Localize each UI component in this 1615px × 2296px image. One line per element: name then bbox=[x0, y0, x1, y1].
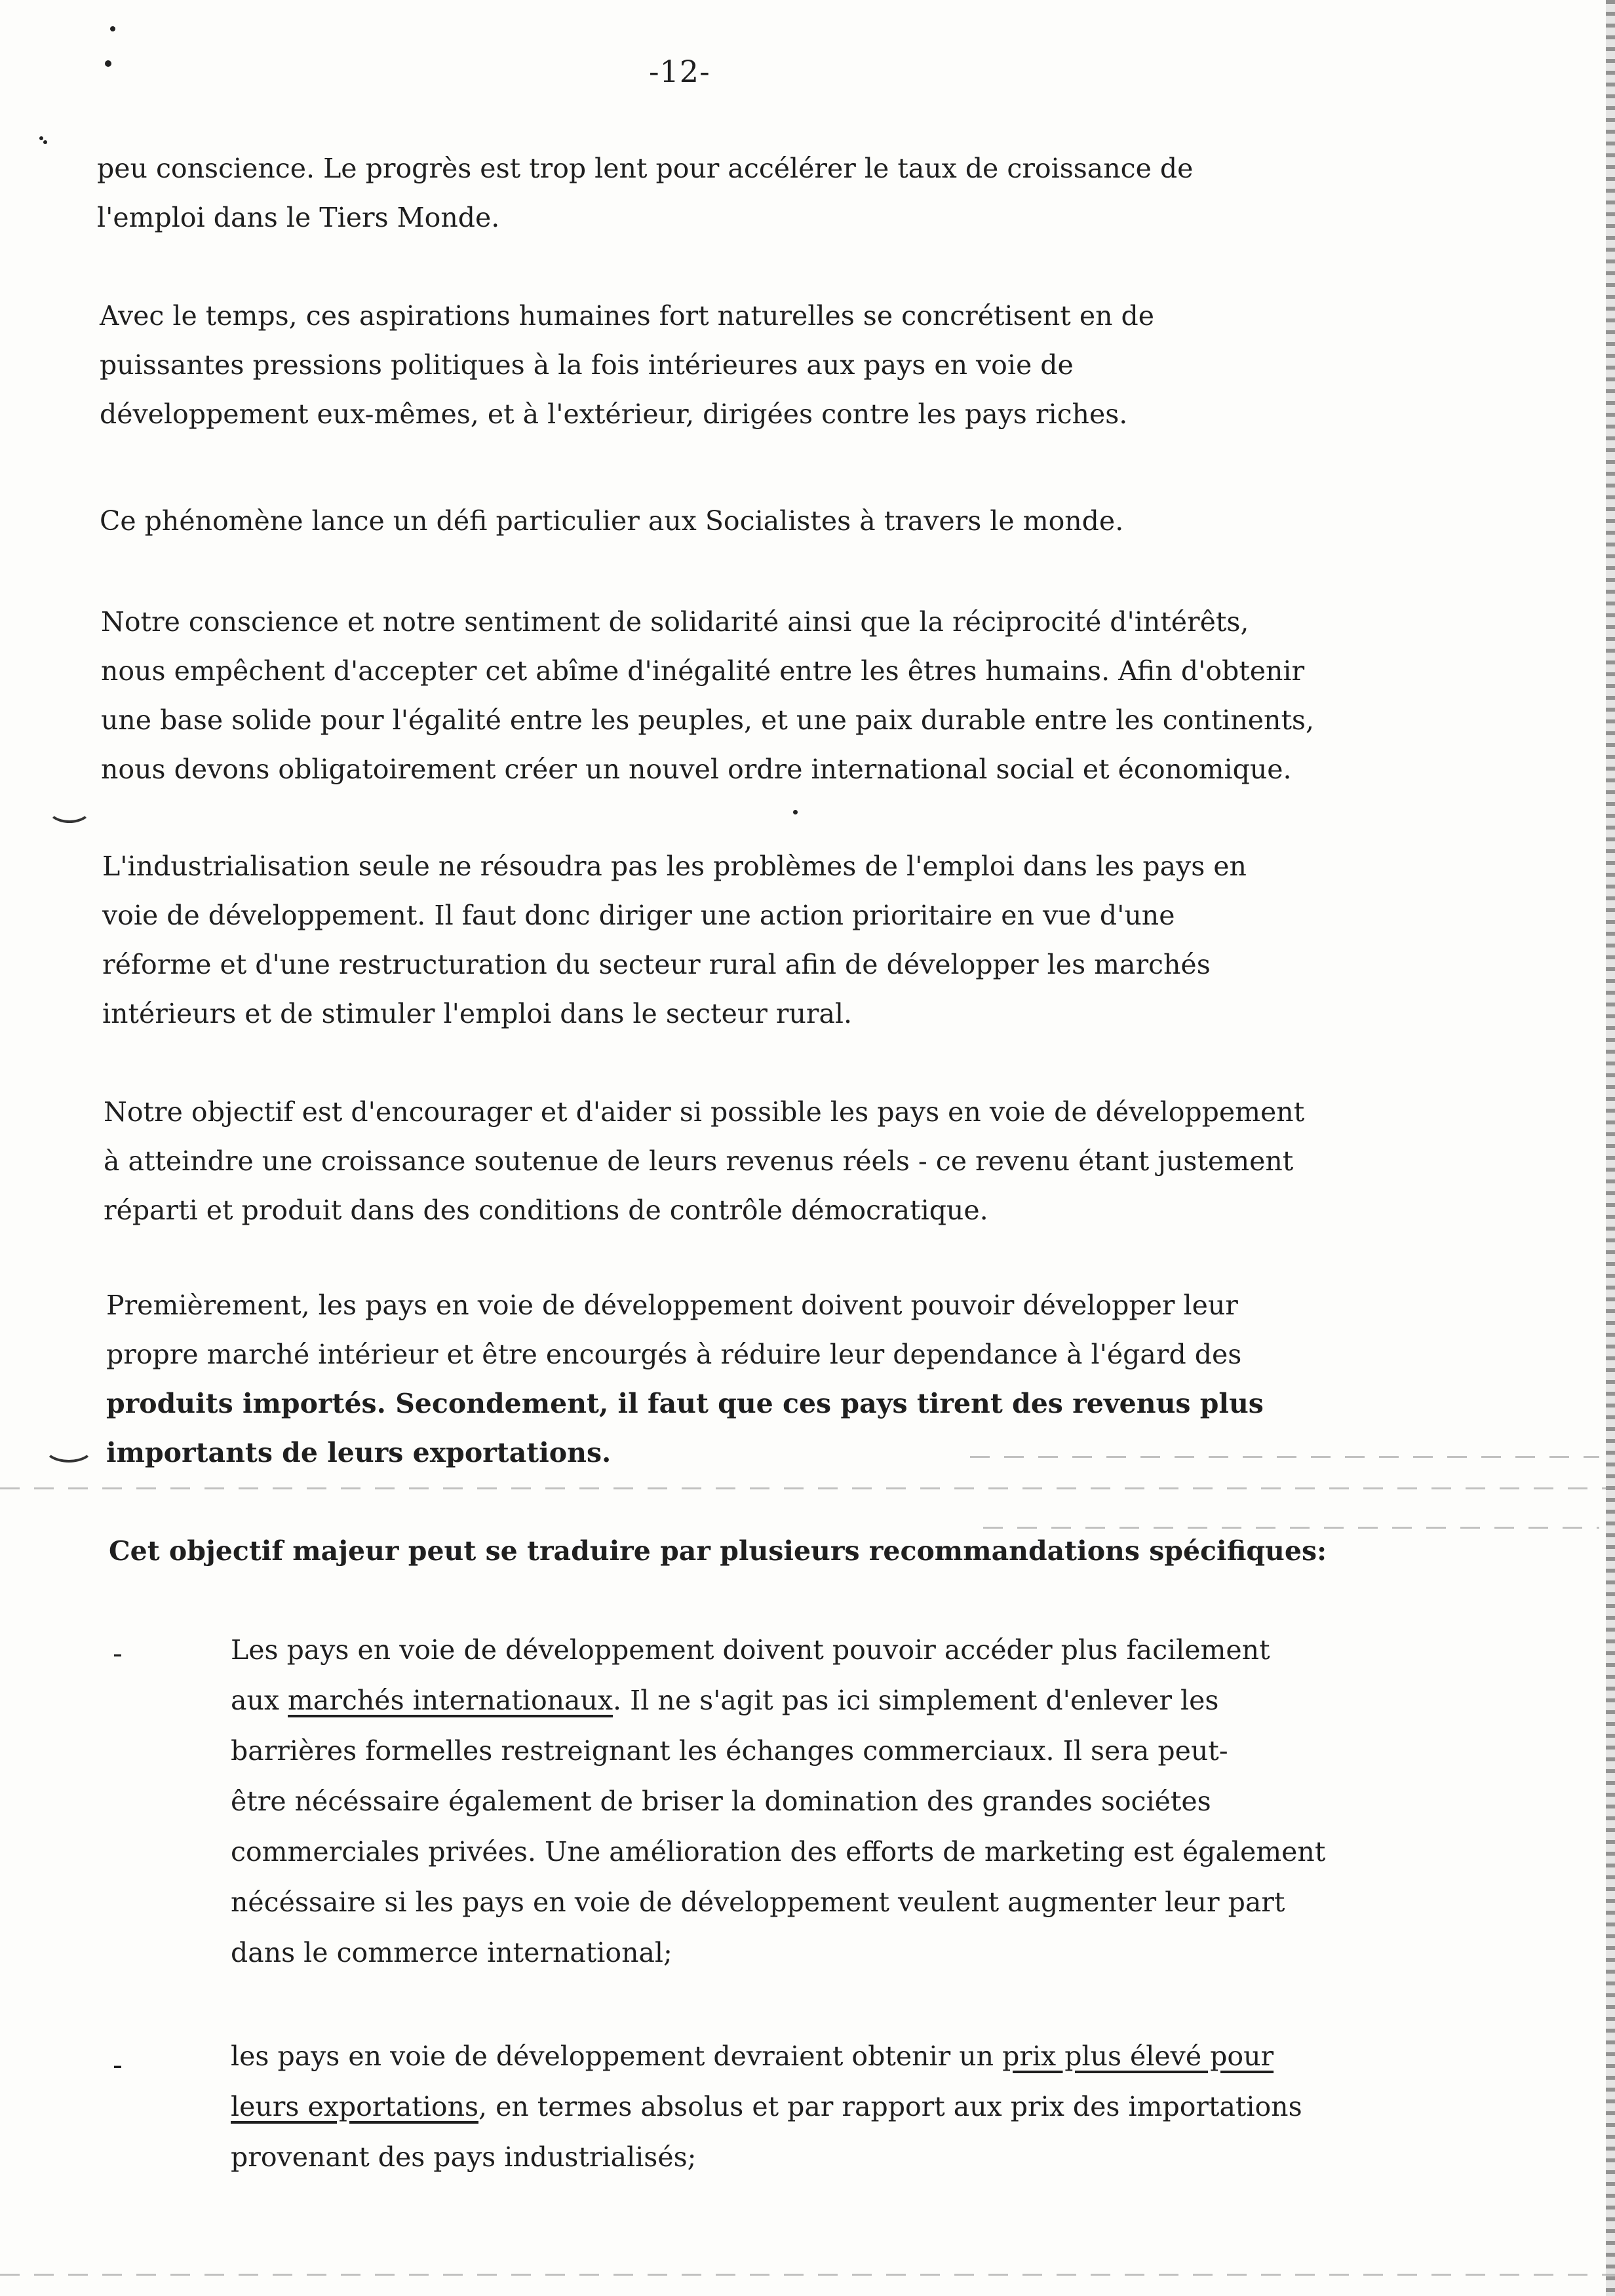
text-line: réforme et d'une restructuration du secteur rural afin de développer les marchés bbox=[102, 949, 1211, 980]
text-line: l'emploi dans le Tiers Monde. bbox=[97, 202, 500, 233]
text-line: nécéssaire si les pays en voie de développement veulent augmenter leur part bbox=[231, 1886, 1285, 1918]
text-line: commerciales privées. Une amélioration des efforts de marketing est également bbox=[231, 1836, 1326, 1867]
list-bullet-dash: - bbox=[113, 1637, 123, 1670]
paragraph-2 bbox=[100, 292, 1154, 439]
text-line: Cet objectif majeur peut se traduire par plusieurs recommandations spécifiques: bbox=[109, 1535, 1327, 1567]
scan-speck bbox=[793, 810, 798, 814]
paragraph-8 bbox=[109, 1527, 1327, 1576]
scan-noise-line bbox=[0, 1487, 1615, 1489]
text-line: importants de leurs exportations. bbox=[106, 1437, 612, 1468]
text-line: intérieurs et de stimuler l'emploi dans le secteur rural. bbox=[102, 998, 853, 1029]
text-line: Premièrement, les pays en voie de développement doivent pouvoir développer leur bbox=[106, 1290, 1238, 1321]
scan-speck bbox=[43, 140, 47, 144]
paragraph-5 bbox=[102, 842, 1247, 1039]
text-line: Avec le temps, ces aspirations humaines fort naturelles se concrétisent en de bbox=[100, 300, 1155, 332]
paragraph-7 bbox=[106, 1281, 1264, 1478]
text-line: voie de développement. Il faut donc diriger une action prioritaire en vue d'une bbox=[102, 900, 1175, 931]
text-line: aux marchés internationaux. Il ne s'agit pas ici simplement d'enlever les bbox=[231, 1685, 1219, 1716]
text-line: réparti et produit dans des conditions de contrôle démocratique. bbox=[104, 1195, 988, 1226]
text-line: Notre objectif est d'encourager et d'aider si possible les pays en voie de développement bbox=[104, 1096, 1305, 1128]
paragraph-6 bbox=[104, 1088, 1304, 1235]
text-line: Notre conscience et notre sentiment de solidarité ainsi que la réciprocité d'intérêts, bbox=[101, 606, 1249, 638]
list-bullet-dash: - bbox=[113, 2048, 123, 2082]
text-line: L'industrialisation seule ne résoudra pas les problèmes de l'emploi dans les pays en bbox=[102, 851, 1247, 882]
scan-noise-line bbox=[0, 2274, 1615, 2276]
scan-speck bbox=[105, 60, 111, 67]
text-line: une base solide pour l'égalité entre les peuples, et une paix durable entre les continents, bbox=[101, 704, 1315, 736]
text-line: propre marché intérieur et être encourgés à réduire leur dependance à l'égard des bbox=[106, 1339, 1242, 1370]
text-line: provenant des pays industrialisés; bbox=[231, 2141, 697, 2173]
scan-edge-artifact bbox=[1606, 0, 1615, 2296]
text-line: Les pays en voie de développement doivent pouvoir accéder plus facilement bbox=[231, 1634, 1270, 1666]
list-item bbox=[231, 1625, 1325, 1978]
text-line: à atteindre une croissance soutenue de leurs revenus réels - ce revenu étant justement bbox=[104, 1145, 1294, 1177]
text-line: peu conscience. Le progrès est trop lent pour accélérer le taux de croissance de bbox=[97, 153, 1194, 184]
text-line: nous devons obligatoirement créer un nouvel ordre international social et économique. bbox=[101, 754, 1292, 785]
text-line: développement eux-mêmes, et à l'extérieur, dirigées contre les pays riches. bbox=[100, 398, 1128, 430]
list-item bbox=[231, 2031, 1302, 2183]
margin-bracket-mark bbox=[47, 794, 92, 823]
paragraph-1 bbox=[97, 144, 1193, 242]
paragraph-4 bbox=[101, 598, 1314, 794]
text-line: Ce phénomène lance un défi particulier aux Socialistes à travers le monde. bbox=[100, 505, 1124, 537]
margin-bracket-mark bbox=[43, 1431, 94, 1463]
text-line: leurs exportations, en termes absolus et par rapport aux prix des importations bbox=[231, 2091, 1302, 2122]
scan-speck bbox=[39, 136, 43, 140]
text-line: les pays en voie de développement devraient obtenir un prix plus élevé pour bbox=[231, 2040, 1274, 2072]
text-line: puissantes pressions politiques à la fois intérieures aux pays en voie de bbox=[100, 349, 1074, 381]
text-line: dans le commerce international; bbox=[231, 1937, 672, 1968]
text-line: nous empêchent d'accepter cet abîme d'inégalité entre les êtres humains. Afin d'obtenir bbox=[101, 655, 1305, 687]
page-number: -12- bbox=[649, 54, 710, 89]
text-line: barrières formelles restreignant les échanges commerciaux. Il sera peut- bbox=[231, 1735, 1228, 1767]
text-line: produits importés. Secondement, il faut que ces pays tirent des revenus plus bbox=[106, 1388, 1264, 1419]
paragraph-3 bbox=[100, 497, 1123, 546]
scan-speck bbox=[110, 26, 115, 31]
text-line: être nécéssaire également de briser la domination des grandes sociétes bbox=[231, 1786, 1211, 1817]
